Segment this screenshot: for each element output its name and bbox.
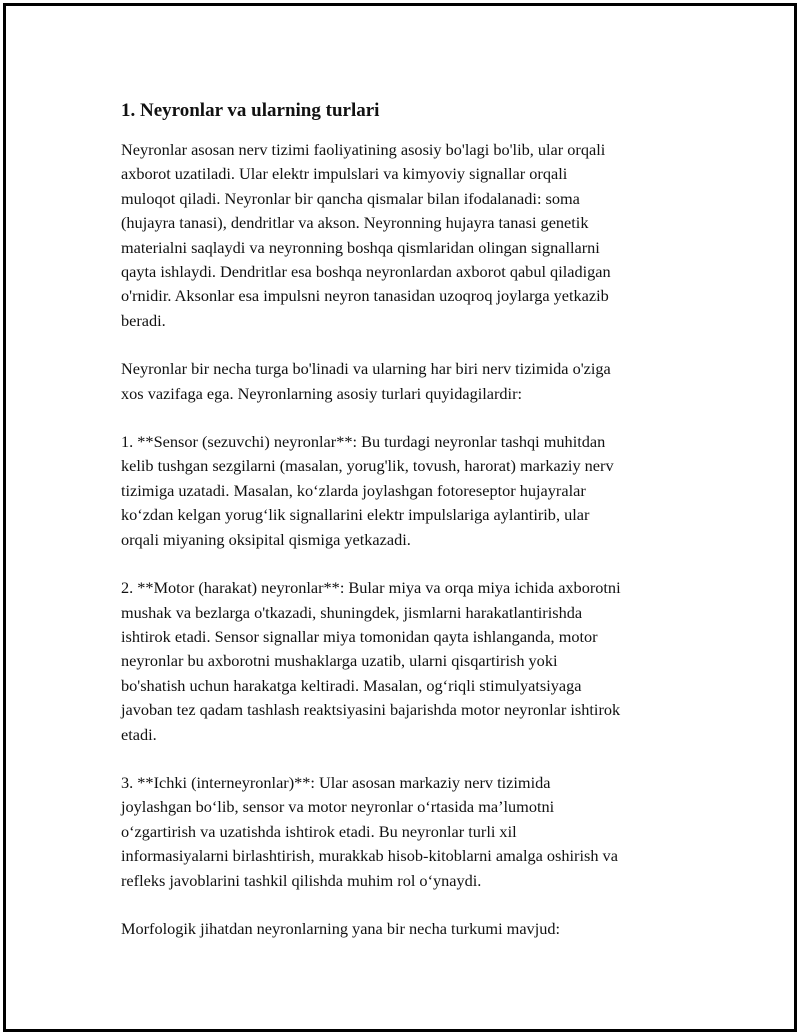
paragraph-sensor-neurons: 1. **Sensor (sezuvchi) neyronlar**: Bu turdagi neyronlar tashqi muhitdan kelib tushgan sezgilarni (masalan, yorug'lik, tovush, harorat) markaziy nerv tizimiga uzatadi. Masalan, ko‘zlarda joylashgan fotoreseptor hujayralar ko‘zdan kelgan yorug‘lik signallarini elektr impulslariga aylantirib, ular orqali miyaning oksipital qismiga yetkazadi.: [121, 432, 614, 549]
page-frame: [3, 3, 797, 1032]
paragraph-interneurons: 3. **Ichki (interneyronlar)**: Ular asosan markaziy nerv tizimida joylashgan bo‘lib, sensor va motor neyronlar o‘rtasida ma’lumotni o‘zgartirish va uzatishda ishtirok etadi. Bu neyronlar turli xil informasiyalarni birlashtirish, murakkab hisob-kitoblarni amalga oshirish va refleks javoblarini tashkil qilishda muhim rol o‘ynaydi.: [121, 772, 618, 890]
paragraph-morphology-intro: Morfologik jihatdan neyronlarning yana bir necha turkumi mavjud:: [121, 918, 561, 938]
document-body: [121, 99, 701, 965]
section-heading: 1. Neyronlar va ularning turlari: [121, 100, 380, 121]
paragraph-neuron-types-intro: Neyronlar bir necha turga bo'linadi va ularning har biri nerv tizimida o'ziga xos vazifaga ega. Neyronlarning asosiy turlari quyidagilardir:: [121, 359, 611, 403]
paragraph-motor-neurons: 2. **Motor (harakat) neyronlar**: Bular miya va orqa miya ichida axborotni mushak va bezlarga o'tkazadi, shuningdek, jismlarni harakatlantirishda ishtirok etadi. Sensor signallar miya tomonidan qayta ishlanganda, motor neyronlar bu axborotni mushaklarga uzatib, ularni qisqartirish yoki bo'shatish uchun harakatga keltiradi. Masalan, og‘riqli stimulyatsiyaga javoban tez qadam tashlash reaktsiyasini bajarishda motor neyronlar ishtirok etadi.: [121, 578, 621, 744]
paragraph-neuron-overview: Neyronlar asosan nerv tizimi faoliyatining asosiy bo'lagi bo'lib, ular orqali axborot uzatiladi. Ular elektr impulslari va kimyoviy signallar orqali muloqot qiladi. Neyronlar bir qancha qismalar bilan ifodalanadi: soma (hujayra tanasi), dendritlar va akson. Neyronning hujayra tanasi genetik materialni saqlaydi va neyronning boshqa qismlaridan olingan signallarni qayta ishlaydi. Dendritlar esa boshqa neyronlardan axborot qabul qiladigan o'rnidir. Aksonlar esa impulsni neyron tanasidan uzoqroq joylarga yetkazib beradi.: [121, 140, 611, 330]
